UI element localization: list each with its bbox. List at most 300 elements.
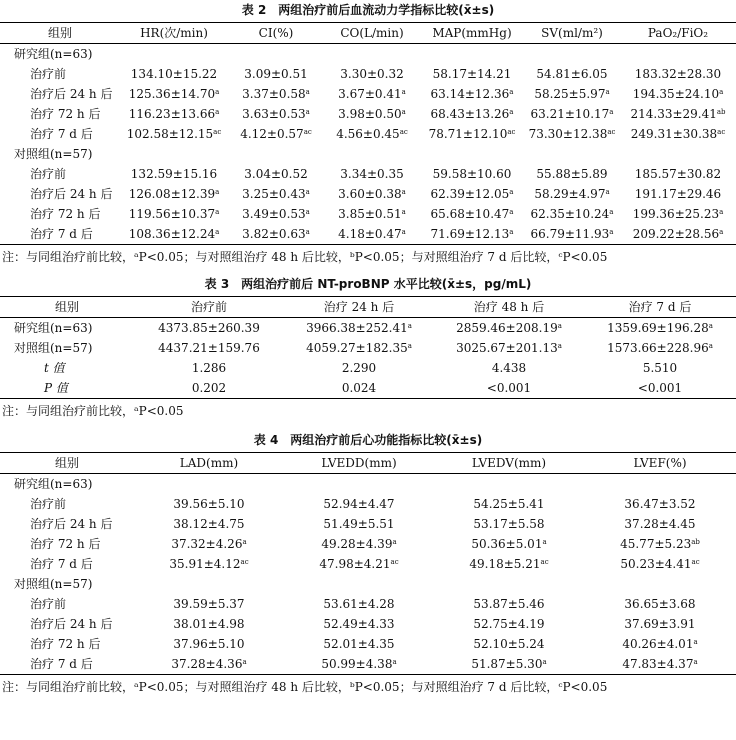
row-label: 治疗前 <box>30 497 67 511</box>
cell-value: 0.024 <box>341 381 377 395</box>
table2-col-header: HR(次/min) <box>140 26 208 40</box>
cell-value: 71.69±12.13 <box>430 227 510 241</box>
table-cell <box>420 64 524 84</box>
table-row <box>0 614 736 634</box>
table-cell <box>620 204 736 224</box>
row-label: 研究组(n=63) <box>14 321 93 335</box>
table3-col-header: 治疗 48 h 后 <box>473 300 545 314</box>
cell-value: 52.75±4.19 <box>473 617 545 631</box>
table-cell <box>284 634 434 654</box>
cell-value: 50.36±5.01 <box>471 537 543 551</box>
table4-col-header: 组别 <box>54 456 79 470</box>
table-cell <box>228 64 324 84</box>
cell-value: 3.09±0.51 <box>244 67 308 81</box>
table-cell <box>120 84 228 104</box>
row-label: 治疗前 <box>30 67 67 81</box>
table-cell <box>584 594 736 614</box>
significance-mark: a <box>509 228 514 236</box>
table-cell <box>284 594 434 614</box>
table-cell <box>434 534 584 554</box>
cell-value: 50.23±4.41 <box>620 557 692 571</box>
table-cell <box>134 494 284 514</box>
table2-body <box>0 44 736 245</box>
table2-col-header: MAP(mmHg) <box>432 26 512 40</box>
table3-caption: 表 3 两组治疗前后 NT-proBNP 水平比较(x̄±s，pg/mL) <box>204 277 532 291</box>
significance-mark: a <box>215 228 220 236</box>
table3-col-header: 治疗 24 h 后 <box>323 300 395 314</box>
significance-mark: a <box>542 538 547 546</box>
table-row <box>0 164 736 184</box>
table-cell <box>420 124 524 144</box>
significance-mark: a <box>407 342 412 350</box>
cell-value: 37.28±4.45 <box>624 517 696 531</box>
table3-col-header: 治疗前 <box>190 300 227 314</box>
table-cell <box>324 84 420 104</box>
row-label: 治疗 7 d 后 <box>30 127 93 141</box>
table-cell <box>324 64 420 84</box>
table-cell <box>324 204 420 224</box>
table-row <box>0 634 736 654</box>
cell-value: 37.32±4.26 <box>171 537 243 551</box>
cell-value: 132.59±15.16 <box>130 167 218 181</box>
table-row <box>0 224 736 245</box>
row-label: 治疗 72 h 后 <box>30 207 101 221</box>
cell-value: 52.10±5.24 <box>473 637 545 651</box>
table-cell <box>584 338 736 358</box>
group-label: 研究组(n=63) <box>14 477 93 491</box>
row-label: 治疗 7 d 后 <box>30 657 93 671</box>
row-label: 治疗后 24 h 后 <box>30 517 113 531</box>
significance-mark: ac <box>507 128 516 136</box>
table-cell <box>134 554 284 574</box>
row-label: t 值 <box>44 361 65 375</box>
table-row <box>0 358 736 378</box>
cell-value: 108.36±12.24 <box>128 227 216 241</box>
table-cell <box>434 634 584 654</box>
table4-caption: 表 4 两组治疗前后心功能指标比较(x̄±s) <box>253 433 483 447</box>
row-label: 治疗后 24 h 后 <box>30 187 113 201</box>
table-row <box>0 184 736 204</box>
cell-value: 3.25±0.43 <box>242 187 306 201</box>
cell-value: 53.87±5.46 <box>473 597 545 611</box>
cell-value: 62.35±10.24 <box>530 207 610 221</box>
table-cell <box>420 164 524 184</box>
table-cell <box>524 104 620 124</box>
cell-value: 0.202 <box>191 381 227 395</box>
cell-value: 52.49±4.33 <box>323 617 395 631</box>
group-label: 对照组(n=57) <box>14 147 93 161</box>
cell-value: 2859.46±208.19 <box>456 321 558 335</box>
significance-mark: ab <box>691 538 700 546</box>
table-cell <box>284 534 434 554</box>
significance-mark: a <box>693 658 698 666</box>
table-cell <box>434 554 584 574</box>
table-cell <box>134 634 284 654</box>
table3-note: 注：与同组治疗前比较，ᵃP<0.05 <box>2 404 184 418</box>
cell-value: 49.18±5.21 <box>469 557 541 571</box>
table-cell <box>420 224 524 245</box>
table-cell <box>228 224 324 245</box>
row-label: 治疗 7 d 后 <box>30 557 93 571</box>
significance-mark: a <box>401 88 406 96</box>
significance-mark: a <box>242 538 247 546</box>
significance-mark: a <box>392 658 397 666</box>
cell-value: 37.69±3.91 <box>624 617 696 631</box>
cell-value: 78.71±12.10 <box>428 127 508 141</box>
table-cell <box>584 654 736 675</box>
cell-value: 209.22±28.56 <box>632 227 720 241</box>
cell-value: <0.001 <box>637 381 683 395</box>
table-cell <box>134 378 284 399</box>
table-cell <box>120 204 228 224</box>
cell-value: 4437.21±159.76 <box>158 341 260 355</box>
group-row <box>0 574 736 594</box>
cell-value: 3.49±0.53 <box>242 207 306 221</box>
cell-value: 38.01±4.98 <box>173 617 245 631</box>
cell-value: 249.31±30.38 <box>630 127 718 141</box>
table-cell <box>324 164 420 184</box>
table2-col-header: SV(ml/m²) <box>541 26 603 40</box>
table2-caption: 表 2 两组治疗前后血流动力学指标比较(x̄±s) <box>241 3 495 17</box>
cell-value: 194.35±24.10 <box>632 87 720 101</box>
significance-mark: ac <box>399 128 408 136</box>
cell-value: 47.83±4.37 <box>622 657 694 671</box>
cell-value: 125.36±14.70 <box>128 87 216 101</box>
table-cell <box>324 224 420 245</box>
cell-value: 54.25±5.41 <box>473 497 545 511</box>
cell-value: 50.99±4.38 <box>321 657 393 671</box>
group-row <box>0 474 736 495</box>
cell-value: 59.58±10.60 <box>432 167 512 181</box>
cell-value: 119.56±10.37 <box>128 207 216 221</box>
table-cell <box>620 84 736 104</box>
cell-value: 3.82±0.63 <box>242 227 306 241</box>
table2-col-header: PaO₂/FiO₂ <box>647 26 709 40</box>
cell-value: 54.81±6.05 <box>536 67 608 81</box>
significance-mark: a <box>605 188 610 196</box>
table-cell <box>228 124 324 144</box>
significance-mark: a <box>609 108 614 116</box>
table4 <box>0 452 736 675</box>
table-row <box>0 654 736 675</box>
table-cell <box>620 104 736 124</box>
table-cell <box>420 184 524 204</box>
table-cell <box>228 184 324 204</box>
cell-value: 63.14±12.36 <box>430 87 510 101</box>
significance-mark: ac <box>717 128 726 136</box>
table2-col-header: CO(L/min) <box>340 26 404 40</box>
table-row <box>0 494 736 514</box>
group-row <box>0 144 736 164</box>
significance-mark: a <box>719 88 724 96</box>
significance-mark: ac <box>691 558 700 566</box>
table-row <box>0 104 736 124</box>
significance-mark: a <box>605 88 610 96</box>
significance-mark: ac <box>240 558 249 566</box>
table-cell <box>434 614 584 634</box>
table-cell <box>284 554 434 574</box>
cell-value: 134.10±15.22 <box>130 67 218 81</box>
cell-value: 73.30±12.38 <box>528 127 608 141</box>
row-label: 治疗前 <box>30 167 67 181</box>
significance-mark: a <box>557 342 562 350</box>
significance-mark: a <box>401 108 406 116</box>
table-cell <box>134 654 284 675</box>
cell-value: 39.56±5.10 <box>173 497 245 511</box>
table4-col-header: LVEDD(mm) <box>321 456 397 470</box>
cell-value: 1359.69±196.28 <box>607 321 709 335</box>
significance-mark: a <box>609 208 614 216</box>
cell-value: 40.26±4.01 <box>622 637 694 651</box>
significance-mark: a <box>305 188 310 196</box>
cell-value: 185.57±30.82 <box>634 167 722 181</box>
table-cell <box>524 224 620 245</box>
table-cell <box>284 654 434 675</box>
table-cell <box>434 514 584 534</box>
table2-note: 注：与同组治疗前比较，ᵃP<0.05；与对照组治疗 48 h 后比较，ᵇP<0.05；与对照组治疗 7 d 后比较，ᶜP<0.05 <box>2 250 608 264</box>
cell-value: 51.49±5.51 <box>323 517 395 531</box>
table-row <box>0 514 736 534</box>
cell-value: 116.23±13.66 <box>128 107 216 121</box>
table-cell <box>584 318 736 339</box>
cell-value: 39.59±5.37 <box>173 597 245 611</box>
table-cell <box>434 494 584 514</box>
significance-mark: a <box>401 228 406 236</box>
table-cell <box>434 318 584 339</box>
table-cell <box>524 204 620 224</box>
table-cell <box>228 104 324 124</box>
table-cell <box>524 124 620 144</box>
table-cell <box>284 514 434 534</box>
significance-mark: a <box>401 208 406 216</box>
table3-header-row <box>0 297 736 318</box>
row-label: 治疗前 <box>30 597 67 611</box>
cell-value: 191.17±29.46 <box>634 187 722 201</box>
table-cell <box>434 594 584 614</box>
table-row <box>0 204 736 224</box>
cell-value: 47.98±4.21 <box>319 557 391 571</box>
cell-value: 4.12±0.57 <box>240 127 304 141</box>
cell-value: 51.87±5.30 <box>471 657 543 671</box>
cell-value: 4.18±0.47 <box>338 227 402 241</box>
table-cell <box>120 104 228 124</box>
table3-col-header: 组别 <box>54 300 79 314</box>
significance-mark: a <box>242 658 247 666</box>
table-row <box>0 124 736 144</box>
cell-value: 3.60±0.38 <box>338 187 402 201</box>
significance-mark: a <box>609 228 614 236</box>
table-row <box>0 318 736 339</box>
significance-mark: a <box>305 108 310 116</box>
table-cell <box>324 124 420 144</box>
table-cell <box>228 204 324 224</box>
significance-mark: a <box>708 342 713 350</box>
cell-value: 3.98±0.50 <box>338 107 402 121</box>
table-cell <box>584 358 736 378</box>
table-cell <box>584 634 736 654</box>
cell-value: 58.25±5.97 <box>534 87 606 101</box>
table4-col-header: LAD(mm) <box>179 456 239 470</box>
table-cell <box>420 104 524 124</box>
cell-value: 183.32±28.30 <box>634 67 722 81</box>
significance-mark: a <box>215 208 220 216</box>
significance-mark: a <box>708 322 713 330</box>
cell-value: 58.29±4.97 <box>534 187 606 201</box>
cell-value: 66.79±11.93 <box>530 227 610 241</box>
table-cell <box>134 534 284 554</box>
table-cell <box>620 64 736 84</box>
table-cell <box>620 124 736 144</box>
cell-value: 37.28±4.36 <box>171 657 243 671</box>
cell-value: 3.34±0.35 <box>340 167 404 181</box>
cell-value: 3.85±0.51 <box>338 207 402 221</box>
row-label: 治疗 7 d 后 <box>30 227 93 241</box>
significance-mark: a <box>392 538 397 546</box>
table-cell <box>134 594 284 614</box>
table-row <box>0 378 736 399</box>
table-cell <box>284 614 434 634</box>
table-cell <box>584 514 736 534</box>
table-cell <box>420 84 524 104</box>
table-cell <box>120 64 228 84</box>
significance-mark: a <box>557 322 562 330</box>
table4-col-header: LVEF(%) <box>633 456 687 470</box>
table-cell <box>120 164 228 184</box>
significance-mark: ab <box>716 108 726 116</box>
row-label: 治疗后 24 h 后 <box>30 87 113 101</box>
row-label: 治疗后 24 h 后 <box>30 617 113 631</box>
row-label: 治疗 72 h 后 <box>30 537 101 551</box>
table3 <box>0 296 736 399</box>
group-label: 研究组(n=63) <box>14 47 93 61</box>
table-row <box>0 594 736 614</box>
significance-mark: a <box>215 108 220 116</box>
table-cell <box>284 378 434 399</box>
group-row <box>0 44 736 65</box>
row-label: 对照组(n=57) <box>14 341 93 355</box>
row-label: 治疗 72 h 后 <box>30 107 101 121</box>
table-row <box>0 534 736 554</box>
table-cell <box>120 184 228 204</box>
cell-value: 52.94±4.47 <box>323 497 395 511</box>
table2-col-header: 组别 <box>47 26 72 40</box>
significance-mark: ac <box>390 558 399 566</box>
table-cell <box>524 184 620 204</box>
cell-value: 5.510 <box>642 361 678 375</box>
table-cell <box>584 534 736 554</box>
significance-mark: a <box>693 638 698 646</box>
table-cell <box>228 84 324 104</box>
significance-mark: a <box>305 228 310 236</box>
significance-mark: a <box>719 228 724 236</box>
cell-value: 35.91±4.12 <box>169 557 241 571</box>
significance-mark: ac <box>213 128 222 136</box>
cell-value: 53.61±4.28 <box>323 597 395 611</box>
table-cell <box>284 338 434 358</box>
cell-value: 62.39±12.05 <box>430 187 510 201</box>
cell-value: 52.01±4.35 <box>323 637 395 651</box>
table-cell <box>584 614 736 634</box>
table-cell <box>434 358 584 378</box>
table-cell <box>620 224 736 245</box>
cell-value: 37.96±5.10 <box>173 637 245 651</box>
cell-value: <0.001 <box>486 381 532 395</box>
table-cell <box>420 204 524 224</box>
cell-value: 53.17±5.58 <box>473 517 545 531</box>
cell-value: 38.12±4.75 <box>173 517 245 531</box>
table-cell <box>284 318 434 339</box>
table-cell <box>134 514 284 534</box>
row-label: P 值 <box>44 381 68 395</box>
row-label: 治疗 72 h 后 <box>30 637 101 651</box>
table-cell <box>434 654 584 675</box>
table-row <box>0 338 736 358</box>
cell-value: 4.56±0.45 <box>336 127 400 141</box>
significance-mark: a <box>509 88 514 96</box>
table3-col-header: 治疗 7 d 后 <box>628 300 692 314</box>
cell-value: 63.21±10.17 <box>530 107 610 121</box>
table-cell <box>524 164 620 184</box>
significance-mark: a <box>509 188 514 196</box>
cell-value: 65.68±10.47 <box>430 207 510 221</box>
table4-col-header: LVEDV(mm) <box>471 456 547 470</box>
cell-value: 126.08±12.39 <box>128 187 216 201</box>
table-row <box>0 64 736 84</box>
cell-value: 3.37±0.58 <box>242 87 306 101</box>
significance-mark: a <box>305 208 310 216</box>
cell-value: 45.77±5.23 <box>620 537 692 551</box>
significance-mark: a <box>215 88 220 96</box>
table4-body <box>0 474 736 675</box>
table-cell <box>524 84 620 104</box>
cell-value: 3.04±0.52 <box>244 167 308 181</box>
cell-value: 49.28±4.39 <box>321 537 393 551</box>
table-cell <box>434 338 584 358</box>
significance-mark: ac <box>540 558 549 566</box>
cell-value: 1.286 <box>191 361 227 375</box>
table-cell <box>134 318 284 339</box>
table-cell <box>284 494 434 514</box>
cell-value: 4059.27±182.35 <box>306 341 408 355</box>
table4-header-row <box>0 453 736 474</box>
table-cell <box>134 338 284 358</box>
cell-value: 4.438 <box>491 361 527 375</box>
cell-value: 3.63±0.53 <box>242 107 306 121</box>
table-cell <box>228 164 324 184</box>
group-label: 对照组(n=57) <box>14 577 93 591</box>
table-cell <box>120 124 228 144</box>
significance-mark: ac <box>607 128 616 136</box>
table-row <box>0 84 736 104</box>
table-cell <box>134 614 284 634</box>
cell-value: 58.17±14.21 <box>432 67 512 81</box>
cell-value: 36.65±3.68 <box>624 597 696 611</box>
table2-col-header: CI(%) <box>258 26 294 40</box>
cell-value: 102.58±12.15 <box>126 127 214 141</box>
table2-header-row <box>0 23 736 44</box>
significance-mark: a <box>509 208 514 216</box>
cell-value: 4373.85±260.39 <box>158 321 260 335</box>
cell-value: 55.88±5.89 <box>536 167 608 181</box>
table-cell <box>324 184 420 204</box>
table3-body <box>0 318 736 399</box>
cell-value: 3966.38±252.41 <box>306 321 408 335</box>
cell-value: 2.290 <box>341 361 377 375</box>
cell-value: 68.43±13.26 <box>430 107 510 121</box>
cell-value: 36.47±3.52 <box>624 497 696 511</box>
cell-value: 3025.67±201.13 <box>456 341 558 355</box>
table-cell <box>324 104 420 124</box>
